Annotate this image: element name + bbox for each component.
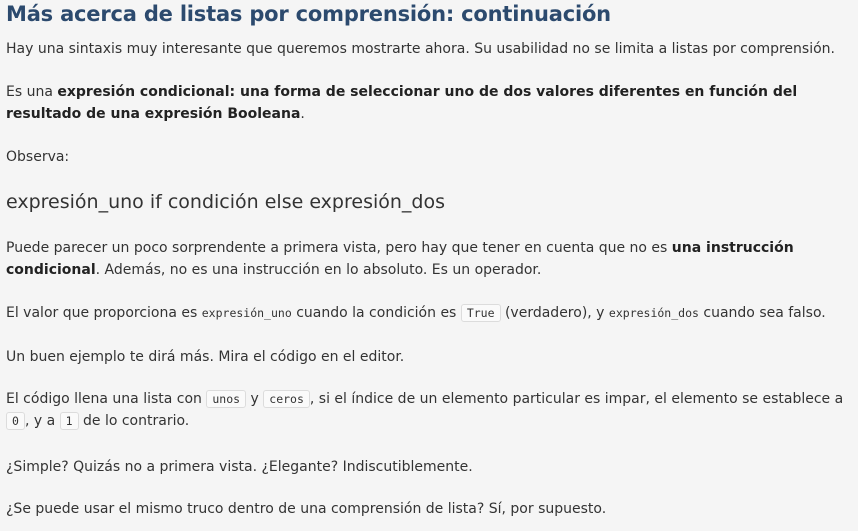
code-unos: unos — [206, 390, 246, 408]
note-paragraph: Puede parecer un poco sorprendente a primera vista, pero hay que tener en cuenta que no es una instrucción condicional. Además, no es una instrucción en lo absoluto. Es un operador. — [6, 240, 794, 278]
code-zero: 0 — [6, 412, 25, 430]
syntax-line: expresión_uno if condición else expresión_dos — [6, 191, 445, 213]
page-title: Más acerca de listas por comprensión: continuación — [6, 2, 611, 26]
value-paragraph: El valor que proporciona es expresión_uno cuando la condición es True (verdadero), y expresión_dos cuando sea falso. — [6, 305, 826, 321]
intro-paragraph: Hay una sintaxis muy interesante que queremos mostrarte ahora. Su usabilidad no se limita a listas por comprensión. — [6, 41, 835, 57]
definition-bold: expresión condicional: una forma de seleccionar uno de dos valores diferentes en función del resultado de una expresión Booleana — [6, 84, 798, 122]
code-explanation-paragraph: El código llena una lista con unos y ceros , si el índice de un elemento particular es impar, el elemento se establece a 0 , y a 1 de lo contrario. — [6, 391, 844, 429]
code-one: 1 — [60, 412, 79, 430]
code-ceros: ceros — [263, 390, 310, 408]
observe-paragraph: Observa: — [6, 149, 70, 165]
code-expresion-dos: expresión_dos — [608, 306, 699, 320]
note-bold: una instrucción condicional — [6, 240, 794, 278]
question-paragraph: ¿Se puede usar el mismo truco dentro de una comprensión de lista? Sí, por supuesto. — [6, 501, 607, 517]
code-expresion-uno: expresión_uno — [201, 306, 292, 320]
example-paragraph: Un buen ejemplo te dirá más. Mira el código en el editor. — [6, 349, 405, 365]
code-true: True — [461, 304, 501, 322]
simple-paragraph: ¿Simple? Quizás no a primera vista. ¿Elegante? Indiscutiblemente. — [6, 459, 473, 475]
definition-paragraph: Es una expresión condicional: una forma de seleccionar uno de dos valores diferentes en función del resultado de una expresión Booleana. — [6, 84, 798, 122]
